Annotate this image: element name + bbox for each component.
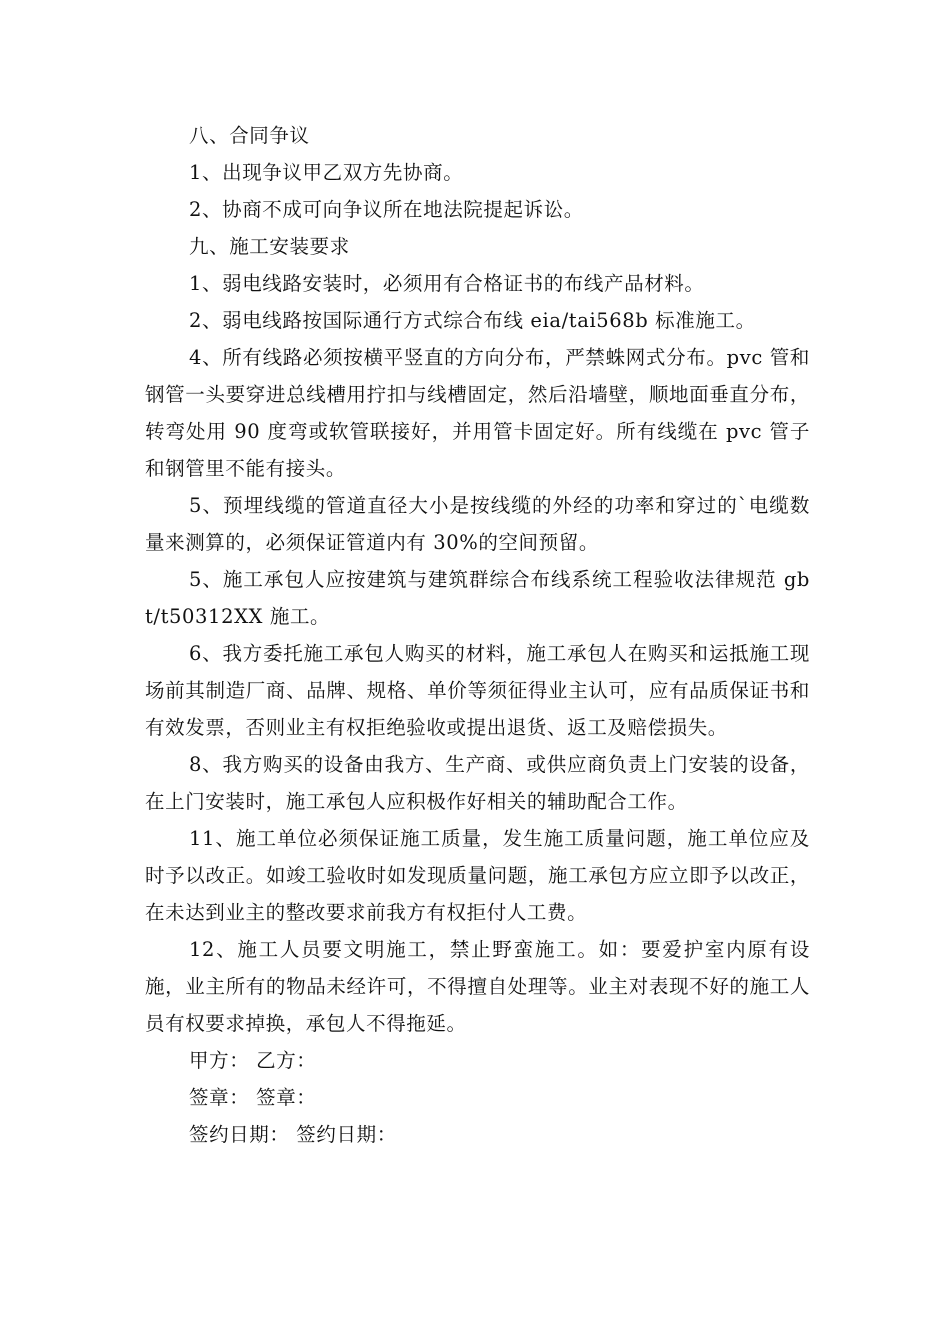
paragraph: 2、弱电线路按国际通行方式综合布线 eia/tai568b 标准施工。 — [189, 309, 756, 332]
paragraph: 1、出现争议甲乙双方先协商。 — [189, 161, 464, 184]
paragraph: 2、协商不成可向争议所在地法院提起诉讼。 — [189, 198, 584, 221]
section-heading-contract-dispute: 八、合同争议 — [189, 124, 310, 147]
paragraph: 1、弱电线路安装时，必须用有合格证书的布线产品材料。 — [189, 272, 705, 295]
signature-seal-line: 签章： 签章： — [189, 1086, 317, 1109]
document-body — [145, 117, 810, 1153]
section-heading-installation-requirements: 九、施工安装要求 — [189, 235, 350, 258]
paragraph: 11、施工单位必须保证施工质量，发生施工质量问题，施工单位应及时予以改正。如竣工验收时如发现质量问题，施工承包方应立即予以改正，在未达到业主的整改要求前我方有权拒付人工费。 — [145, 827, 810, 924]
paragraph: 12、施工人员要文明施工，禁止野蛮施工。如：要爱护室内原有设施，业主所有的物品未经许可，不得擅自处理等。业主对表现不好的施工人员有权要求掉换，承包人不得拖延。 — [145, 938, 810, 1035]
paragraph: 6、我方委托施工承包人购买的材料，施工承包人在购买和运抵施工现场前其制造厂商、品牌、规格、单价等须征得业主认可，应有品质保证书和有效发票，否则业主有权拒绝验收或提出退货、返工及赔偿损失。 — [145, 642, 810, 739]
signature-party-line: 甲方： 乙方： — [189, 1049, 317, 1072]
paragraph: 5、施工承包人应按建筑与建筑群综合布线系统工程验收法律规范 gbt/t50312XX 施工。 — [145, 568, 810, 628]
paragraph: 8、我方购买的设备由我方、生产商、或供应商负责上门安装的设备，在上门安装时，施工承包人应积极作好相关的辅助配合工作。 — [145, 753, 810, 813]
signature-date-line: 签约日期： 签约日期： — [189, 1123, 397, 1146]
paragraph: 4、所有线路必须按横平竖直的方向分布，严禁蛛网式分布。pvc 管和钢管一头要穿进总线槽用拧扣与线槽固定，然后沿墙壁，顺地面垂直分布，转弯处用 90 度弯或软管联接好，并用管卡固定好。所有线缆在 pvc 管子和钢管里不能有接头。 — [145, 346, 810, 480]
paragraph: 5、预埋线缆的管道直径大小是按线缆的外经的功率和穿过的`电缆数量来测算的，必须保证管道内有 30%的空间预留。 — [145, 494, 810, 554]
